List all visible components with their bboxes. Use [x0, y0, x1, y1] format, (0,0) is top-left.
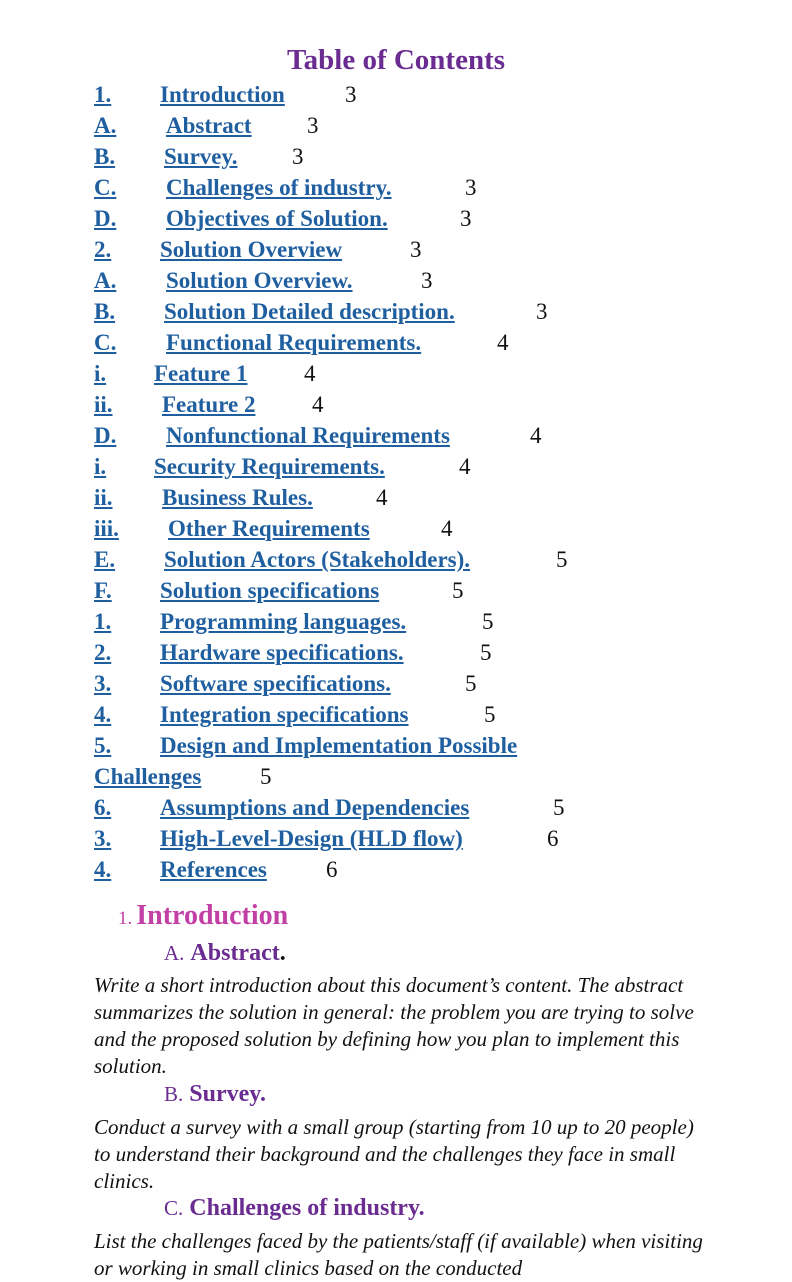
toc-entry-link[interactable]: Business Rules.	[162, 485, 313, 510]
toc-entry-link[interactable]: Abstract	[166, 113, 252, 138]
toc-entry-link[interactable]: Survey.	[164, 144, 238, 169]
toc-entry-page: 4	[459, 454, 471, 479]
toc-entry-link[interactable]: Design and Implementation Possible	[160, 733, 518, 758]
abstract-paragraph: Write a short introduction about this document’s content. The abstract summarizes the solution in general: the problem you are trying to solve and the proposed solution by defining how you plan to implement this solution.	[94, 973, 694, 1078]
toc-entry-link[interactable]: Solution Overview.	[166, 268, 353, 293]
subsection-title: Survey.	[189, 1081, 266, 1107]
toc-entry-link[interactable]: Assumptions and Dependencies	[160, 795, 470, 820]
section-heading-introduction	[118, 900, 288, 932]
subsection-heading-abstract	[164, 940, 286, 967]
toc-entry-number[interactable]: iii.	[94, 516, 119, 541]
toc-entry-link[interactable]: Security Requirements.	[154, 454, 385, 479]
toc-entry-page: 5	[480, 640, 492, 665]
toc-entry-number[interactable]: A.	[94, 113, 117, 138]
toc-entry-page: 5	[556, 547, 568, 572]
toc-entry-page: 3	[421, 268, 433, 293]
toc-entry-link[interactable]: Challenges of industry.	[166, 175, 392, 200]
toc-entry-page: 3	[536, 299, 548, 324]
subsection-heading-challenges	[164, 1195, 425, 1222]
toc-entry-number[interactable]: ii.	[94, 392, 113, 417]
toc-entry-link[interactable]: Feature 2	[162, 392, 256, 417]
toc-entry-page: 3	[345, 82, 357, 107]
toc-entry-link[interactable]: Programming languages.	[160, 609, 407, 634]
toc-entry-page: 3	[465, 175, 477, 200]
challenges-paragraph: List the challenges faced by the patients/staff (if available) when visiting or working in small clinics based on the conducted	[94, 1229, 703, 1280]
toc-entry-page: 5	[484, 702, 496, 727]
toc-entry-number[interactable]: 1.	[94, 609, 112, 634]
toc-entry-page: 3	[292, 144, 304, 169]
toc-entry-number[interactable]: ii.	[94, 485, 113, 510]
subsection-number: C.	[164, 1196, 184, 1220]
toc-entry-link[interactable]: Challenges	[94, 764, 202, 789]
toc-entry-number[interactable]: D.	[94, 206, 117, 231]
subsection-title: Challenges of industry.	[189, 1195, 425, 1221]
toc-entry-link[interactable]: Integration specifications	[160, 702, 409, 727]
toc-entry-link[interactable]: Solution specifications	[160, 578, 380, 603]
toc-entry-page: 5	[452, 578, 464, 603]
toc-entry-page: 6	[326, 857, 338, 882]
toc-entry-number[interactable]: i.	[94, 454, 107, 479]
subsection-heading-survey	[164, 1081, 266, 1108]
section-title: Introduction	[136, 900, 289, 931]
toc-entry-number[interactable]: 1.	[94, 82, 112, 107]
subsection-punct: .	[279, 940, 286, 966]
subsection-number: A.	[164, 941, 185, 965]
toc-entry-link[interactable]: Functional Requirements.	[166, 330, 422, 355]
toc-entry-number[interactable]: A.	[94, 268, 117, 293]
toc-entry-link[interactable]: Other Requirements	[168, 516, 370, 541]
toc-entry-number[interactable]: 4.	[94, 857, 112, 882]
toc-entry-link[interactable]: Software specifications.	[160, 671, 391, 696]
toc-entry-number[interactable]: 3.	[94, 826, 112, 851]
toc-entry-link[interactable]: Hardware specifications.	[160, 640, 404, 665]
toc-entry-link[interactable]: Feature 1	[154, 361, 248, 386]
toc-entry-number[interactable]: B.	[94, 144, 116, 169]
toc-entry-page: 4	[530, 423, 542, 448]
toc-entry-page: 4	[497, 330, 509, 355]
toc-entry-page: 5	[482, 609, 494, 634]
toc-title: Table of Contents	[286, 44, 506, 76]
toc-entry-page: 6	[547, 826, 559, 851]
toc-entry-link[interactable]: Nonfunctional Requirements	[166, 423, 450, 448]
toc-entry-number[interactable]: 3.	[94, 671, 112, 696]
toc-entry-link[interactable]: Objectives of Solution.	[166, 206, 388, 231]
toc-entry-number[interactable]: C.	[94, 175, 117, 200]
toc-entry-link[interactable]: References	[160, 857, 267, 882]
subsection-title: Abstract	[190, 940, 280, 966]
toc-entry-page: 5	[260, 764, 272, 789]
section-number: 1.	[118, 908, 133, 929]
toc-entry-number[interactable]: 5.	[94, 733, 112, 758]
toc-entry-link[interactable]: Solution Actors (Stakeholders).	[164, 547, 471, 572]
toc-entry-number[interactable]: E.	[94, 547, 116, 572]
toc-entry-number[interactable]: D.	[94, 423, 117, 448]
toc-entry-number[interactable]: 2.	[94, 640, 112, 665]
subsection-number: B.	[164, 1082, 184, 1106]
toc-entry-link[interactable]: Solution Detailed description.	[164, 299, 455, 324]
toc-entry-number[interactable]: i.	[94, 361, 107, 386]
toc-entry-page: 4	[304, 361, 316, 386]
toc-entry-page: 5	[553, 795, 565, 820]
toc-entry-number[interactable]: 6.	[94, 795, 112, 820]
toc-entry-page: 3	[460, 206, 472, 231]
toc-entry-page: 3	[307, 113, 319, 138]
survey-paragraph: Conduct a survey with a small group (starting from 10 up to 20 people) to understand their background and the challenges they face in small clinics.	[94, 1115, 694, 1193]
toc-entry-number[interactable]: F.	[94, 578, 112, 603]
toc-entry-number[interactable]: 2.	[94, 237, 112, 262]
toc-entry-number[interactable]: C.	[94, 330, 117, 355]
toc-entry-page: 5	[465, 671, 477, 696]
toc-entry-link[interactable]: High-Level-Design (HLD flow)	[160, 826, 463, 851]
toc-entry-number[interactable]: B.	[94, 299, 116, 324]
toc-entry-page: 4	[441, 516, 453, 541]
toc-entry-page: 4	[312, 392, 324, 417]
toc-entry-number[interactable]: 4.	[94, 702, 112, 727]
toc-entry-page: 3	[410, 237, 422, 262]
toc-entry-link[interactable]: Introduction	[160, 82, 285, 107]
toc-entry-link[interactable]: Solution Overview	[160, 237, 343, 262]
toc-entry-page: 4	[376, 485, 388, 510]
